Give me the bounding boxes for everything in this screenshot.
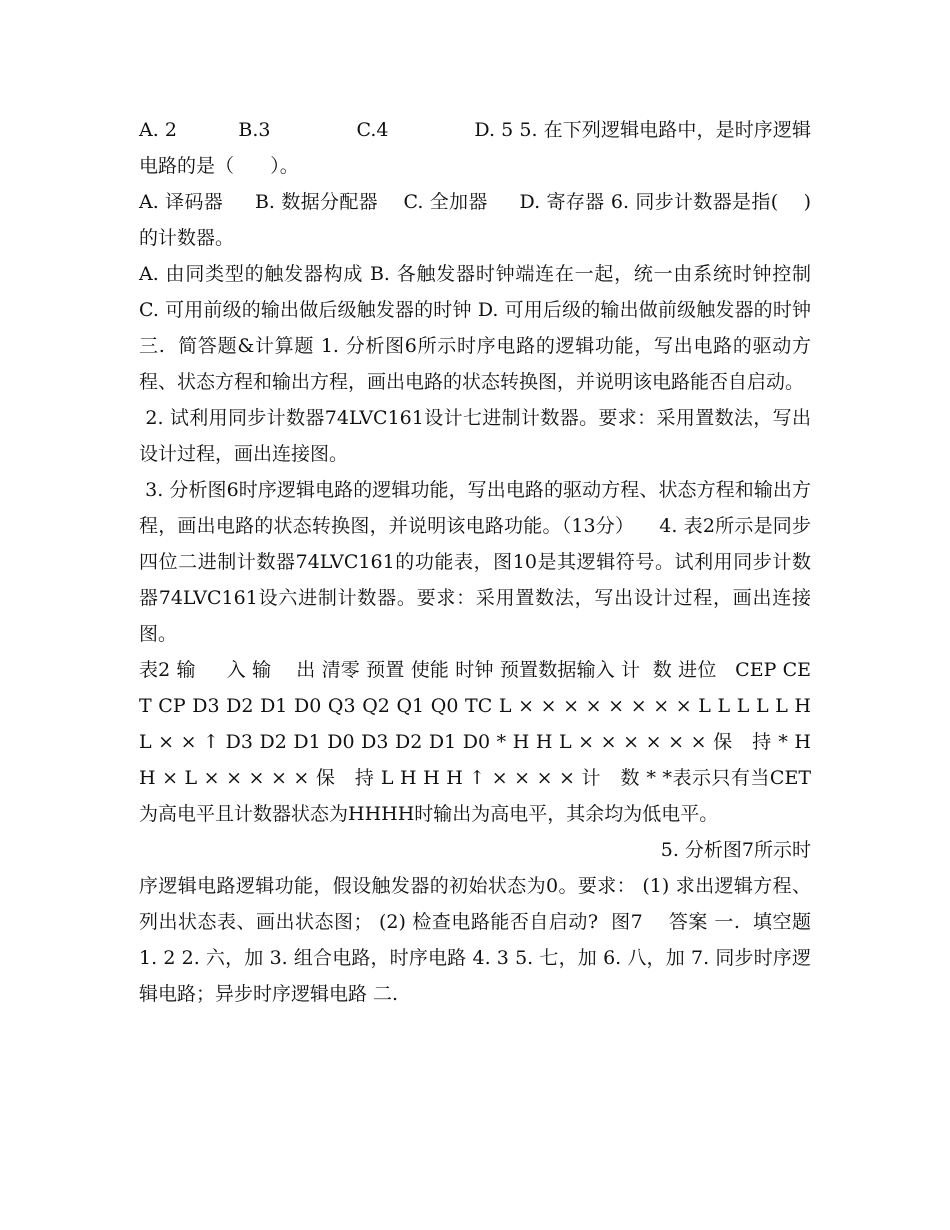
- paragraph-options-question-6: A. 译码器 B. 数据分配器 C. 全加器 D. 寄存器 6. 同步计数器是指( )的计数器。: [139, 191, 811, 249]
- paragraph-options-question-5: A. 2 B.3 C.4 D. 5 5. 在下列逻辑电路中，是时序逻辑电路的是（ ）。: [139, 119, 811, 177]
- paragraph-table-2: 表2 输 入 输 出 清零 预置 使能 时钟 预置数据输入 计 数 进位 CEP CET CP D3 D2 D1 D0 Q3 Q2 Q1 Q0 TC L × × × × × × × × L L L L L H L × × ↑ D3 D2 D1 D0 D3 D2 D1 D0 * H H L × × × × × × 保 持 * H H × L × × × × × 保 持 L H H H ↑ × × × × 计 数 * *表示只有当CET为高电平且计数器状态为HHHH时输出为高电平，其余均为低电平。: [139, 659, 818, 825]
- paragraph-question-3-4: 3. 分析图6时序逻辑电路的逻辑功能，写出电路的驱动方程、状态方程和输出方程，画出电路的状态转换图，并说明该电路功能。（13分） 4. 表2所示是同步四位二进制计数器74LVC161的功能表，图10是其逻辑符号。试利用同步计数器74LVC161设六进制计数器。要求：采用置数法，写出设计过程，画出连接图。: [139, 479, 811, 645]
- document-body: [139, 112, 824, 1012]
- paragraph-question-5-and-answers: 序逻辑电路逻辑功能，假设触发器的初始状态为0。要求： (1) 求出逻辑方程、列出状态表、画出状态图； (2) 检查电路能否自启动? 图7 答案 一. 填空题 1. 2 2. 六，加 3. 组合电路，时序电路 4. 3 5. 七，加 6. 八，加 7. 同步时序逻辑电路；异步时序逻辑电路 二.: [139, 875, 818, 1005]
- paragraph-question-5-start: 5. 分析图7所示时: [660, 839, 811, 861]
- paragraph-question-2: 2. 试利用同步计数器74LVC161设计七进制计数器。要求：采用置数法，写出设计过程，画出连接图。: [139, 407, 812, 465]
- paragraph-options-and-section-3: A. 由同类型的触发器构成 B. 各触发器时钟端连在一起，统一由系统时钟控制 C. 可用前级的输出做后级触发器的时钟 D. 可用后级的输出做前级触发器的时钟 三. 简答题&计算题 1. 分析图6所示时序电路的逻辑功能，写出电路的驱动方程、状态方程和输出方程，画出电路的状态转换图，并说明该电路能否自启动。: [139, 263, 824, 393]
